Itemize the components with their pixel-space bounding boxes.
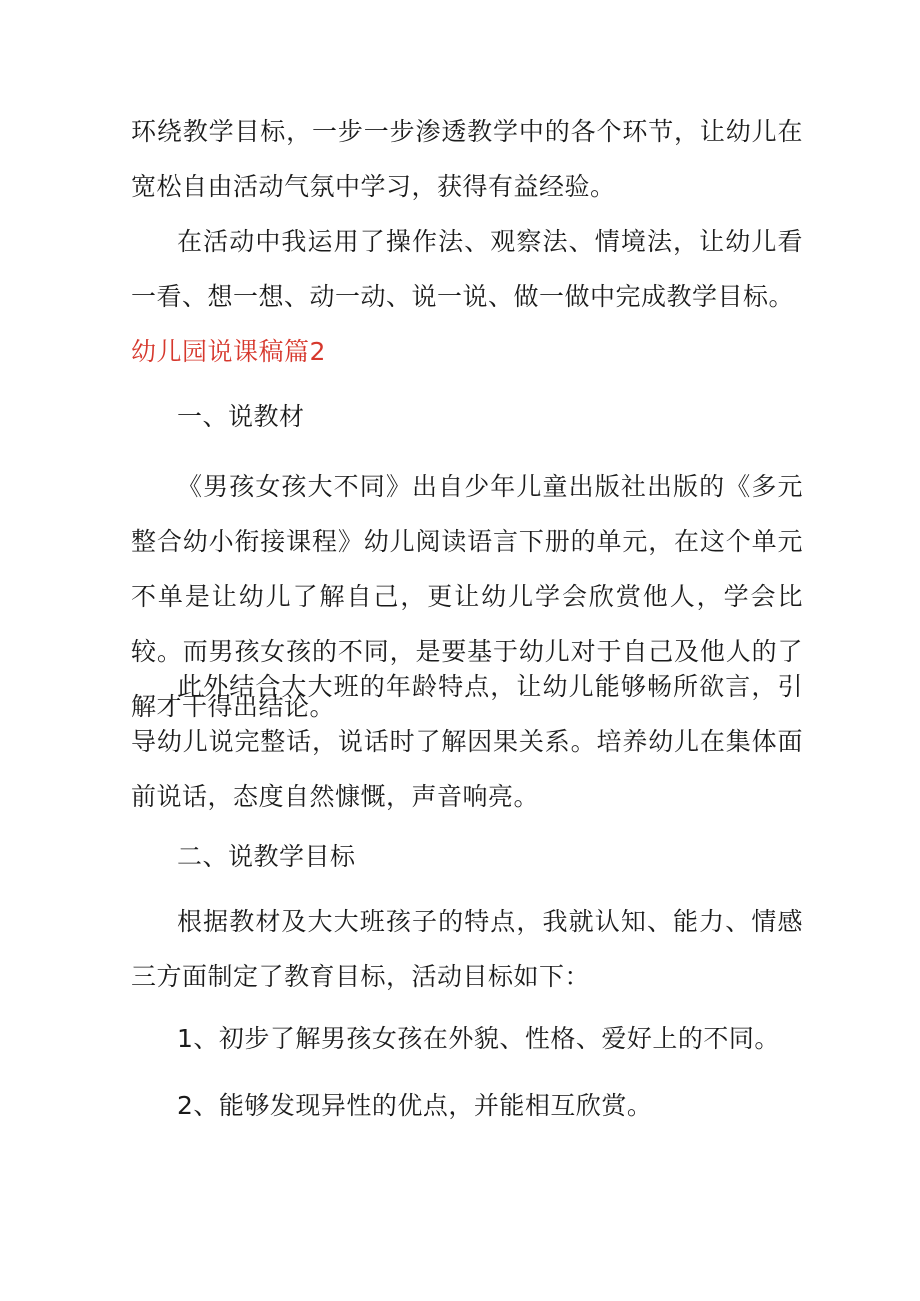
paragraph-material: 《男孩女孩大不同》出自少年儿童出版社出版的《多元整合幼小衔接课程》幼儿阅读语言下册的单元，在这个单元不单是让幼儿了解自己，更让幼儿学会欣赏他人，学会比较。而男孩女孩的不同，是要基于幼儿对于自己及他人的了解才干得出结论。 bbox=[131, 472, 803, 721]
paragraph-goals: 根据教材及大大班孩子的特点，我就认知、能力、情感三方面制定了教育目标，活动目标如下： bbox=[131, 907, 803, 991]
paragraph-methods: 在活动中我运用了操作法、观察法、情境法，让幼儿看一看、想一想、动一动、说一说、做一做中完成教学目标。 bbox=[131, 227, 803, 311]
paragraph-features: 此外结合大大班的年龄特点，让幼儿能够畅所欲言，引导幼儿说完整话，说话时了解因果关系。培养幼儿在集体面前说话，态度自然慷慨，声音响亮。 bbox=[131, 672, 803, 811]
section-heading: 幼儿园说课稿篇2 bbox=[131, 337, 326, 366]
goal-text: 、能够发现异性的优点，并能相互欣赏。 bbox=[193, 1091, 653, 1120]
subheading-goals: 二、说教学目标 bbox=[177, 842, 356, 871]
goal-item-1 bbox=[131, 1011, 803, 1066]
subheading-material: 一、说教材 bbox=[177, 402, 305, 431]
goal-number: 2 bbox=[177, 1091, 194, 1120]
paragraph-intro: 环绕教学目标，一步一步渗透教学中的各个环节，让幼儿在宽松自由活动气氛中学习，获得有益经验。 bbox=[131, 117, 803, 201]
goal-number: 1 bbox=[177, 1024, 194, 1053]
goal-text: 、初步了解男孩女孩在外貌、性格、爱好上的不同。 bbox=[193, 1024, 780, 1053]
goal-item-2 bbox=[131, 1078, 803, 1133]
